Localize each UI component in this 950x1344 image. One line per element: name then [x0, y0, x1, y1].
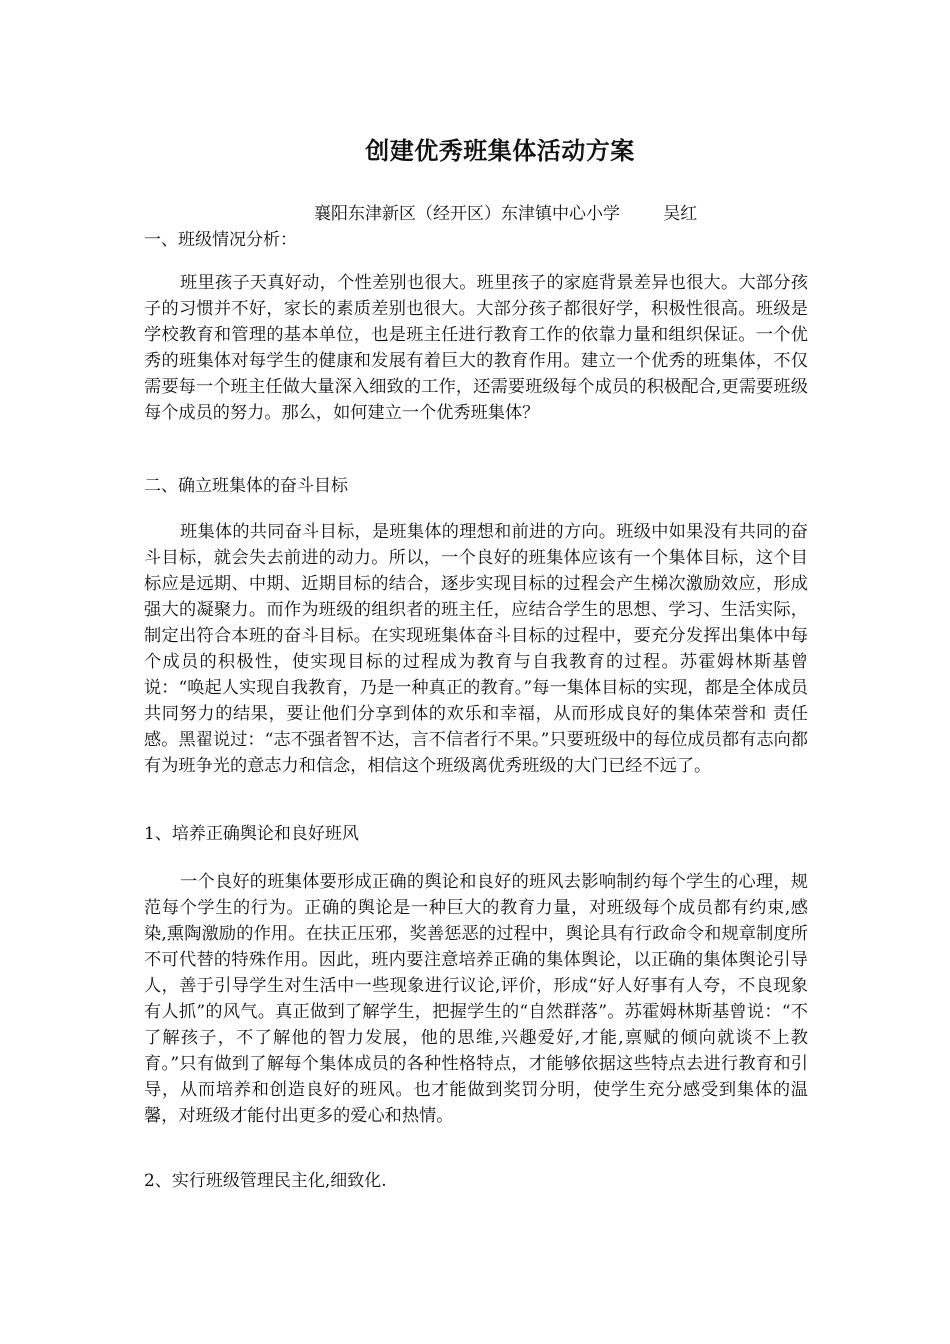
section-paragraph-3: 一个良好的班集体要形成正确的舆论和良好的班风去影响制约每个学生的心理，规范每个学生的行为。正确的舆论是一种巨大的教育力量，对班级每个成员都有约束,感染,熏陶激励的作用。在扶正压邪，奖善惩恶的过程中，舆论具有行政命令和规章制度所不可代替的特殊作用。因此，班内要注意培养正确的集体舆论，以正确的集体舆论引导人，善于引导学生对生活中一些现象进行议论,评价，形成“好人好事有人夸，不良现象有人抓”的风气。真正做到了解学生，把握学生的“自然群落”。苏霍姆林斯基曾说：“不了解孩子，不了解他的智力发展，他的思维,兴趣爱好,才能,禀赋的倾向就谈不上教育。”只有做到了解每个集体成员的各种性格特点，才能够依据这些特点去进行教育和引导，从而培养和创造良好的班风。也才能做到奖罚分明，使学生充分感受到集体的温馨，对班级才能付出更多的爱心和热情。	[144, 872, 808, 1126]
author-line: 襄阳东津新区（经开区）东津镇中心小学 吴红	[314, 204, 698, 224]
section-heading-1: 一、班级情况分析：	[144, 230, 297, 250]
document-title: 创建优秀班集体活动方案	[365, 137, 635, 165]
section-heading-4: 2、实行班级管理民主化,细致化.	[144, 1171, 387, 1191]
section-paragraph-1: 班里孩子天真好动，个性差别也很大。班里孩子的家庭背景差异也很大。大部分孩子的习惯并不好，家长的素质差别也很大。大部分孩子都很好学，积极性很高。班级是学校教育和管理的基本单位，也是班主任进行教育工作的依靠力量和组织保证。一个优秀的班集体对每学生的健康和发展有着巨大的教育作用。建立一个优秀的班集体，不仅需要每一个班主任做大量深入细致的工作，还需要班级每个成员的积极配合,更需要班级每个成员的努力。那么，如何建立一个优秀班集体？	[144, 273, 808, 423]
section-paragraph-2: 班集体的共同奋斗目标，是班集体的理想和前进的方向。班级中如果没有共同的奋斗目标，就会失去前进的动力。所以，一个良好的班集体应该有一个集体目标，这个目标应是远期、中期、近期目标的结合，逐步实现目标的过程会产生梯次激励效应，形成强大的凝聚力。而作为班级的组织者的班主任，应结合学生的思想、学习、生活实际，制定出符合本班的奋斗目标。在实现班集体奋斗目标的过程中，要充分发挥出集体中每个成员的积极性，使实现目标的过程成为教育与自我教育的过程。苏霍姆林斯基曾说：“唤起人实现自我教育，乃是一种真正的教育。”每一集体目标的实现，都是全体成员共同努力的结果，要让他们分享到体的欢乐和幸福，从而形成良好的集体荣誉和 责任感。黑翟说过：“志不强者智不达，言不信者行不果。”只要班级中的每位成员都有志向都有为班争光的意志力和信念，相信这个班级离优秀班级的大门已经不远了。	[144, 522, 808, 776]
section-heading-3: 1、培养正确舆论和良好班风	[144, 824, 359, 844]
section-heading-2: 二、确立班集体的奋斗目标	[144, 476, 348, 496]
